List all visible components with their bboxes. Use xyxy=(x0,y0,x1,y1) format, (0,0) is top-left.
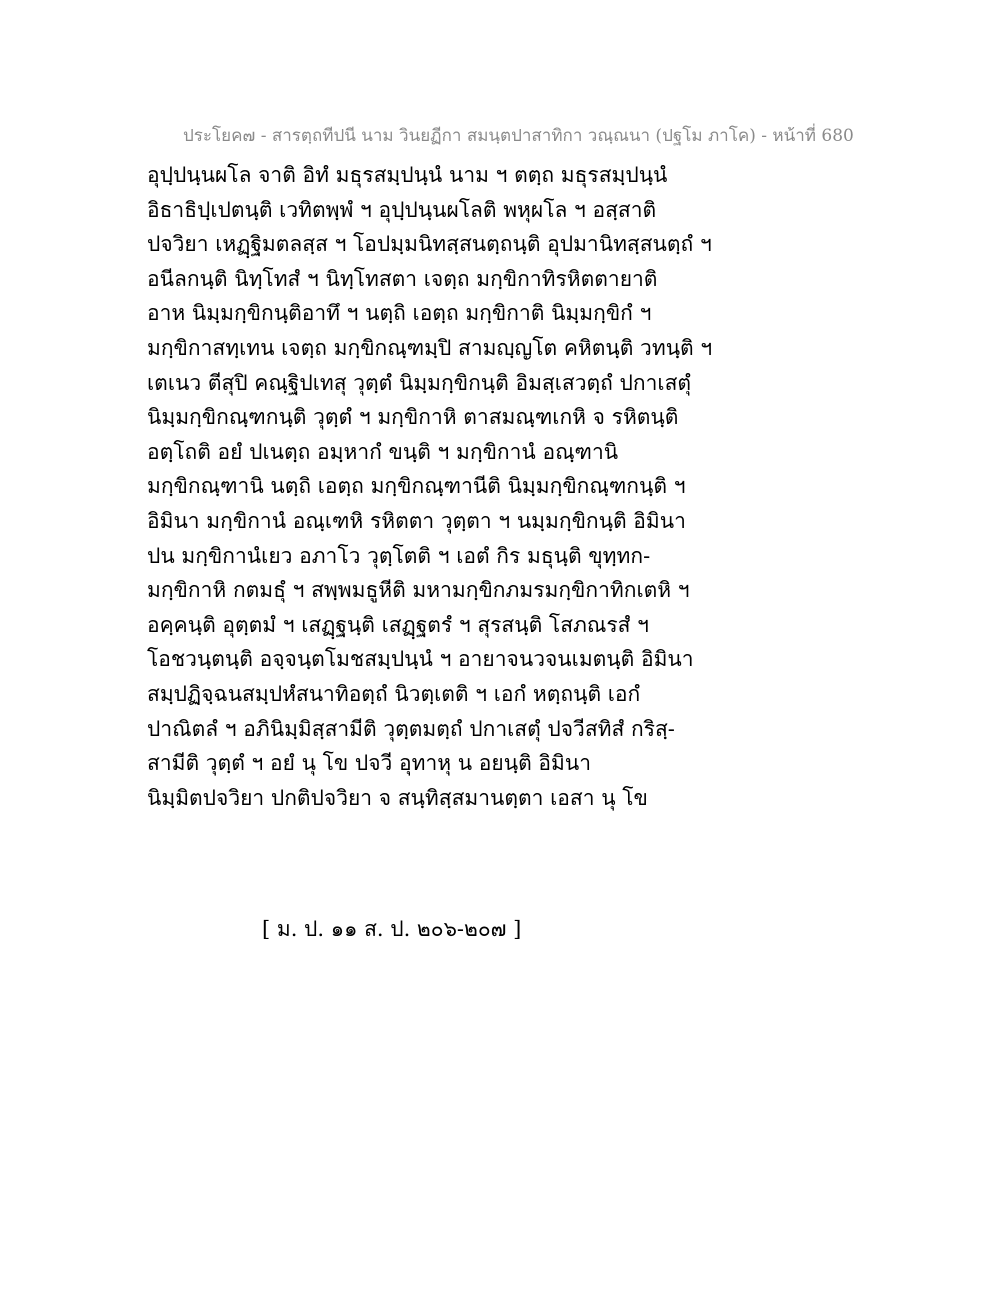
text-line: โอชวนฺตนฺติ อจฺจนฺตโมชสมฺปนฺนํ ฯ อายาจนวจนเมตนฺติ อิมินา xyxy=(147,647,694,672)
text-line: อาห นิมฺมกฺขิกนฺติอาทึ ฯ นตฺถิ เอตฺถ มกฺขิกาติ นิมฺมกฺขิกํ ฯ xyxy=(147,301,652,326)
text-line: ปน มกฺขิกานํเยว อภาโว วุตฺโตติ ฯ เอตํ กิร มธุนฺติ ขุทฺทก- xyxy=(147,543,651,568)
text-line: มกฺขิกณฺฑานิ นตฺถิ เอตฺถ มกฺขิกณฺฑานีติ นิมฺมกฺขิกณฺฑกนฺติ ฯ xyxy=(147,474,686,499)
text-line: สามีติ วุตฺตํ ฯ อยํ นุ โข ปจวี อุทาหุ น อยนฺติ อิมินา xyxy=(147,751,591,776)
text-line: เตเนว ตีสุปิ คณฺฐิปเทสุ วุตฺตํ นิมฺมกฺขิกนฺติ อิมสฺเสวตฺถํ ปกาเสตุํ xyxy=(147,370,692,395)
text-line: มกฺขิกาสทฺเทน เจตฺถ มกฺขิกณฺฑมฺปิ สามญฺญโต คหิตนฺติ วทนฺติ ฯ xyxy=(147,335,713,360)
body-text xyxy=(147,160,867,817)
text-line: อิมินา มกฺขิกานํ อณฺเฑหิ รหิตตา วุตฺตา ฯ นมฺมกฺขิกนฺติ อิมินา xyxy=(147,508,686,533)
text-line: ปจวิยา เหฏฺฐิมตลสฺส ฯ โอปมฺมนิทสฺสนตฺถนฺติ อุปมานิทสฺสนตฺถํ ฯ xyxy=(147,232,712,257)
text-line: อตฺโถติ อยํ ปเนตฺถ อมฺหากํ ขนฺติ ฯ มกฺขิกานํ อณฺฑานิ xyxy=(147,439,619,464)
text-line: สมฺปฏิจฺฉนสมฺปหํสนาทิอตฺถํ นิวตฺเตติ ฯ เอกํ หตฺถนฺติ เอกํ xyxy=(147,681,641,706)
text-line: นิมฺมกฺขิกณฺฑกนฺติ วุตฺตํ ฯ มกฺขิกาหิ ตาสมณฺฑเกหิ จ รหิตนฺติ xyxy=(147,405,679,430)
text-line: ปาณิตลํ ฯ อภินิมฺมิสฺสามีติ วุตฺตมตฺถํ ปกาเสตุํ ปจวีสทิสํ กริสฺ- xyxy=(147,716,675,741)
text-line: อิธาธิปฺเปตนฺติ เวทิตพฺพํ ฯ อุปฺปนฺนผโลติ พหุผโล ฯ อสฺสาติ xyxy=(147,197,657,222)
text-line: อุปฺปนฺนผโล จาติ อิทํ มธุรสมฺปนฺนํ นาม ฯ ตตฺถ มธุรสมฺปนฺนํ xyxy=(147,163,668,187)
text-line: นิมฺมิตปจวิยา ปกติปจวิยา จ สนฺทิสฺสมานตฺตา เอสา นุ โข xyxy=(147,785,648,810)
text-line: มกฺขิกาหิ กตมธุํ ฯ สพฺพมธูหีติ มหามกฺขิกภมรมกฺขิกาทิกเตหิ ฯ xyxy=(147,578,690,603)
running-header: ประโยค๗ - สารตฺถทีปนี นาม วินยฏีกา สมนฺตปาสาทิกา วณฺณนา (ปฐโม ภาโค) - หน้าที่ 680 xyxy=(183,126,854,146)
text-line: อคฺคนฺติ อุตฺตมํ ฯ เสฏฺฐนฺติ เสฏฺฐตรํ ฯ สุรสนฺติ โสภณรสํ ฯ xyxy=(147,612,649,637)
text-line: อนีลกนฺติ นิทฺโทสํ ฯ นิทฺโทสตา เจตฺถ มกฺขิกาทิรหิตตายาติ xyxy=(147,266,658,291)
source-reference: [ ม. ป. ๑๑ ส. ป. ๒๐๖-๒๐๗ ] xyxy=(262,917,522,941)
